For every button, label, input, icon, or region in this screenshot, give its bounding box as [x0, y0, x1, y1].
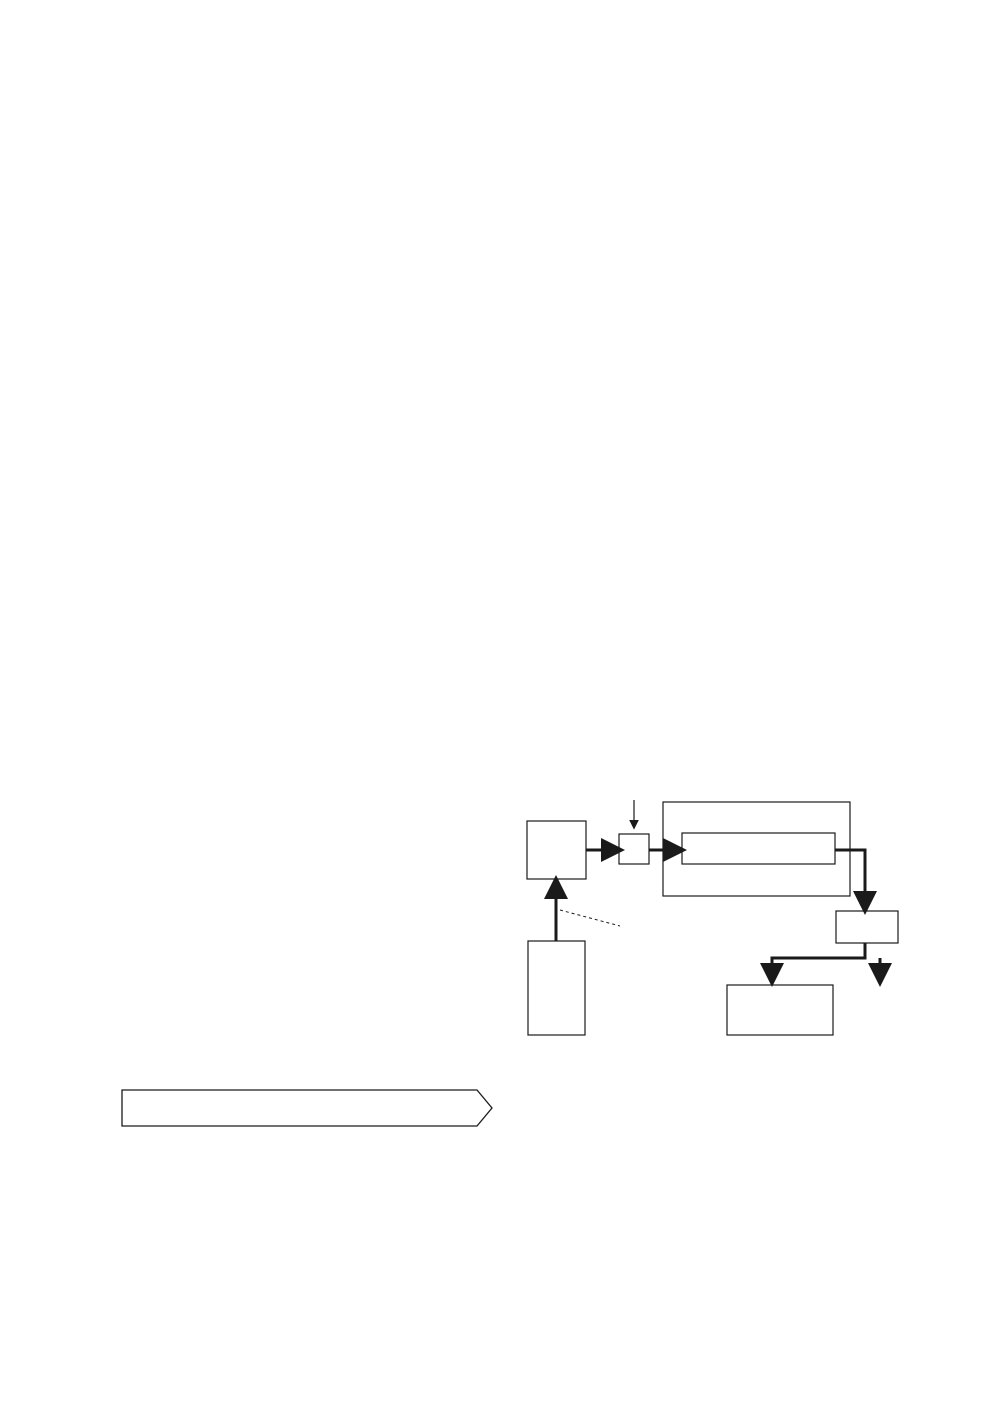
detector-box [836, 911, 898, 943]
thermostat-box [663, 802, 850, 896]
pump-box [527, 821, 586, 879]
subsection-heading [130, 1139, 166, 1160]
flow-detector-fraction [772, 943, 865, 978]
figure-12-4 [520, 760, 910, 1045]
injector-box [619, 834, 649, 864]
figure-12-3 [115, 118, 905, 380]
fraction-collector-box [727, 985, 833, 1035]
flow-direction-leader [560, 910, 620, 926]
column-box [682, 833, 835, 864]
reservoir-box [528, 941, 585, 1035]
section-heading [121, 1089, 493, 1127]
